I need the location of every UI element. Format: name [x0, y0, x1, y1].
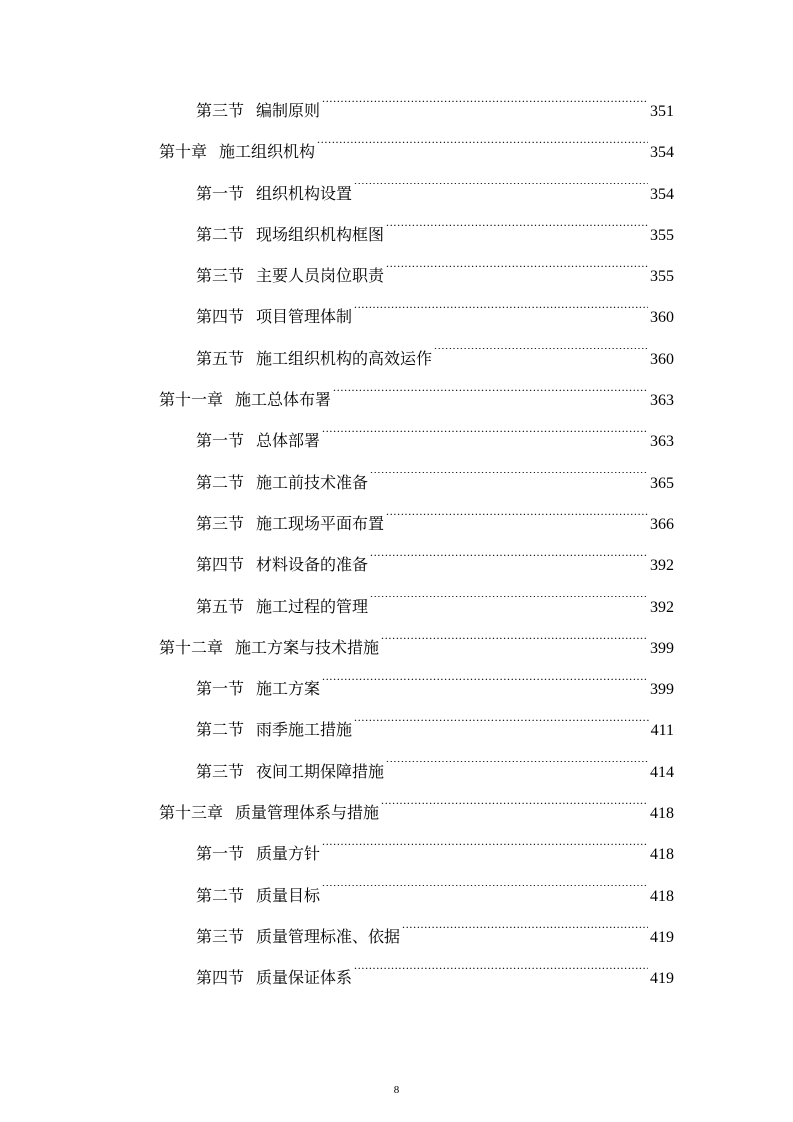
- toc-entry-page: 355: [650, 226, 674, 244]
- toc-entry-label: 第二节: [196, 224, 245, 244]
- page-number: 8: [393, 1084, 400, 1096]
- toc-entry-section[interactable]: [0, 214, 793, 255]
- toc-entry-section[interactable]: [0, 586, 793, 627]
- toc-entry-page: 419: [650, 928, 674, 946]
- dot-leader: [370, 596, 648, 612]
- dot-leader: [354, 967, 648, 983]
- toc-entry-title: 总体部署: [256, 431, 321, 451]
- dot-leader: [386, 224, 648, 240]
- toc-entry-section[interactable]: [0, 462, 793, 503]
- dot-leader: [402, 926, 648, 942]
- toc-entry-title: 主要人员岗位职责: [256, 266, 385, 286]
- toc-entry-title: 施工组织机构: [219, 142, 316, 162]
- toc-entry-label: 第三节: [196, 926, 245, 946]
- toc-entry-title: 质量管理标准、依据: [256, 926, 401, 946]
- toc-entry-label: 第二节: [196, 472, 245, 492]
- toc-entry-label: 第三节: [196, 266, 245, 286]
- toc-entry-title: 施工总体布署: [235, 390, 332, 410]
- toc-entry-label: 第一节: [196, 844, 245, 864]
- toc-entry-page: 392: [650, 598, 674, 616]
- toc-entry-label: 第四节: [196, 968, 245, 988]
- toc-entry-label: 第一节: [196, 679, 245, 699]
- toc-entry-page: 399: [650, 681, 674, 699]
- toc-entry-section[interactable]: [0, 420, 793, 461]
- dot-leader: [333, 389, 648, 405]
- toc-entry-page: 351: [650, 103, 674, 120]
- toc-entry-title: 材料设备的准备: [256, 555, 369, 575]
- toc-entry-title: 质量保证体系: [256, 968, 353, 988]
- toc-entry-page: 414: [650, 763, 674, 781]
- dot-leader: [322, 430, 648, 446]
- dot-leader: [354, 719, 649, 735]
- toc-entry-title: 施工方案: [256, 679, 321, 699]
- toc-entry-page: 366: [650, 515, 674, 533]
- dot-leader: [322, 100, 648, 116]
- toc-entry-page: 418: [650, 805, 674, 823]
- toc-entry-chapter[interactable]: [0, 627, 793, 668]
- toc-entry-title: 施工方案与技术措施: [235, 637, 380, 657]
- toc-entry-title: 雨季施工措施: [256, 720, 353, 740]
- toc-entry-section[interactable]: [0, 90, 793, 131]
- toc-entry-title: 组织机构设置: [256, 183, 353, 203]
- toc-entry-section[interactable]: [0, 833, 793, 874]
- toc-entry-page: 360: [650, 350, 674, 368]
- toc-entry-label: 第十章: [159, 142, 208, 162]
- dot-leader: [370, 554, 648, 570]
- toc-entry-title: 夜间工期保障措施: [256, 761, 385, 781]
- toc-entry-title: 项目管理体制: [256, 307, 353, 327]
- toc-entry-section[interactable]: [0, 503, 793, 544]
- toc-entry-section[interactable]: [0, 709, 793, 750]
- toc-entry-page: 419: [650, 970, 674, 988]
- toc-entry-section[interactable]: [0, 296, 793, 337]
- toc-entry-page: 418: [650, 887, 674, 905]
- toc-entry-title: 编制原则: [256, 101, 321, 120]
- toc-entry-label: 第三节: [196, 513, 245, 533]
- dot-leader: [381, 802, 648, 818]
- dot-leader: [434, 348, 648, 364]
- toc-entry-page: 363: [650, 433, 674, 451]
- dot-leader: [381, 637, 648, 653]
- toc-entry-chapter[interactable]: [0, 379, 793, 420]
- dot-leader: [354, 306, 648, 322]
- toc-entry-chapter[interactable]: [0, 792, 793, 833]
- toc-entry-label: 第四节: [196, 555, 245, 575]
- toc-entry-label: 第十二章: [159, 637, 224, 657]
- toc-entry-label: 第三节: [196, 101, 245, 120]
- toc-entry-page: 354: [650, 144, 674, 162]
- toc-entry-title: 质量方针: [256, 844, 321, 864]
- dot-leader: [322, 843, 648, 859]
- toc-entry-section[interactable]: [0, 338, 793, 379]
- toc-entry-page: 418: [650, 846, 674, 864]
- toc-entry-section[interactable]: [0, 957, 793, 998]
- toc-entry-page: 355: [650, 268, 674, 286]
- toc-entry-label: 第五节: [196, 596, 245, 616]
- toc-entry-label: 第十一章: [159, 390, 224, 410]
- toc-entry-page: 363: [650, 392, 674, 410]
- toc-entry-title: 施工前技术准备: [256, 472, 369, 492]
- toc-entry-section[interactable]: [0, 751, 793, 792]
- table-of-contents: [0, 90, 793, 999]
- toc-entry-label: 第二节: [196, 720, 245, 740]
- toc-entry-label: 第二节: [196, 885, 245, 905]
- toc-entry-title: 施工现场平面布置: [256, 513, 385, 533]
- toc-entry-label: 第四节: [196, 307, 245, 327]
- toc-entry-title: 施工组织机构的高效运作: [256, 348, 433, 368]
- dot-leader: [317, 141, 648, 157]
- toc-entry-page: 392: [650, 557, 674, 575]
- toc-entry-page: 365: [650, 474, 674, 492]
- dot-leader: [386, 761, 648, 777]
- dot-leader: [386, 265, 648, 281]
- dot-leader: [322, 678, 648, 694]
- toc-entry-page: 411: [650, 722, 674, 740]
- toc-entry-section[interactable]: [0, 916, 793, 957]
- toc-entry-page: 399: [650, 639, 674, 657]
- toc-entry-label: 第一节: [196, 431, 245, 451]
- toc-entry-section[interactable]: [0, 668, 793, 709]
- toc-entry-title: 质量目标: [256, 885, 321, 905]
- toc-entry-section[interactable]: [0, 173, 793, 214]
- dot-leader: [354, 183, 648, 199]
- toc-entry-label: 第一节: [196, 183, 245, 203]
- toc-entry-title: 现场组织机构框图: [256, 224, 385, 244]
- toc-entry-page: 354: [650, 185, 674, 203]
- dot-leader: [386, 513, 648, 529]
- toc-entry-chapter[interactable]: [0, 131, 793, 172]
- dot-leader: [370, 472, 648, 488]
- toc-entry-title: 施工过程的管理: [256, 596, 369, 616]
- toc-entry-label: 第五节: [196, 348, 245, 368]
- toc-entry-section[interactable]: [0, 255, 793, 296]
- dot-leader: [322, 885, 648, 901]
- toc-entry-section[interactable]: [0, 544, 793, 585]
- toc-entry-section[interactable]: [0, 875, 793, 916]
- toc-entry-label: 第三节: [196, 761, 245, 781]
- toc-entry-label: 第十三章: [159, 803, 224, 823]
- toc-entry-title: 质量管理体系与措施: [235, 803, 380, 823]
- toc-entry-page: 360: [650, 309, 674, 327]
